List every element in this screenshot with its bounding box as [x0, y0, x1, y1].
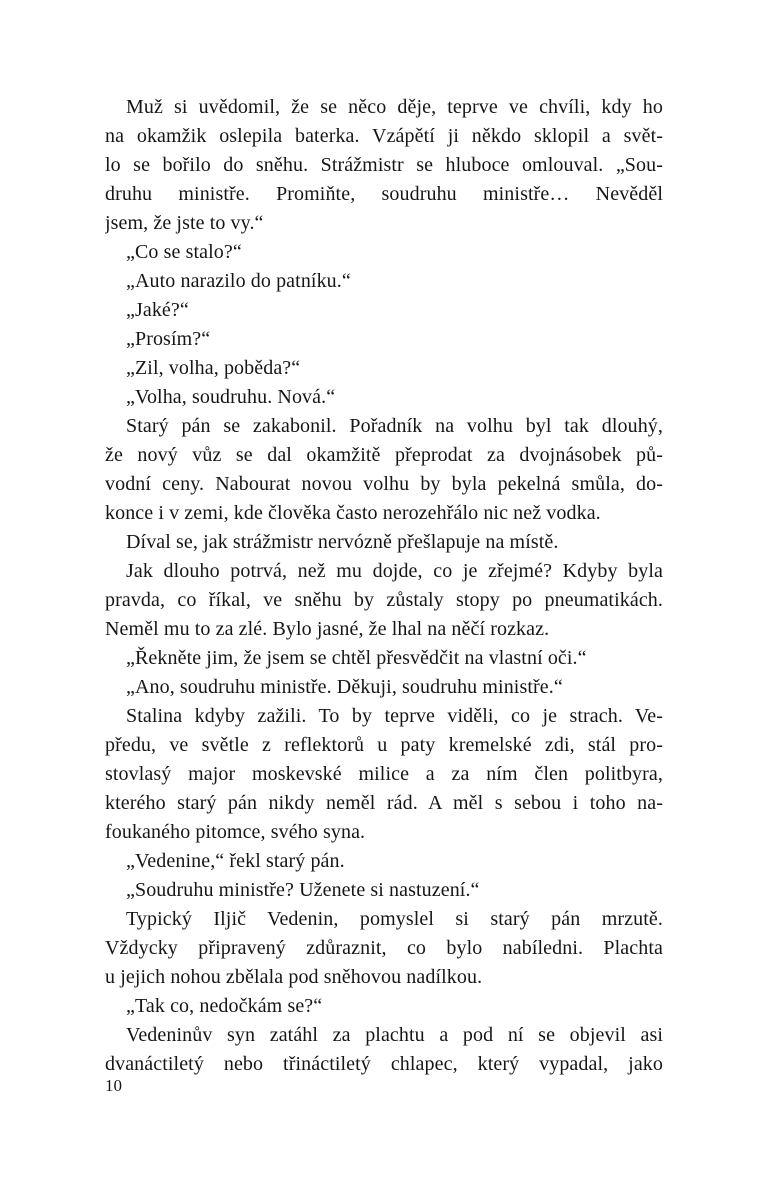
paragraph [105, 876, 663, 905]
paragraph [105, 1021, 663, 1079]
paragraph [105, 412, 663, 528]
paragraph [105, 557, 663, 644]
text-line: stovlasý major moskevské milice a za ním člen politbyra, [105, 763, 663, 785]
paragraph [105, 673, 663, 702]
text-line: kterého starý pán nikdy neměl rád. A měl s sebou i toho na- [105, 792, 663, 814]
text-line: vodní ceny. Nabourat novou volhu by byla pekelná smůla, do- [105, 473, 663, 495]
text-line: jsem, že jste to vy.“ [105, 212, 264, 234]
body-text [105, 93, 663, 1079]
text-line: „Prosím?“ [126, 328, 211, 350]
text-line: Jak dlouho potrvá, než mu dojde, co je zřejmé? Kdyby byla [126, 560, 663, 582]
paragraph [105, 296, 663, 325]
text-line: konce i v zemi, kde člověka často nerozehřálo nic než vodka. [105, 502, 601, 524]
paragraph [105, 528, 663, 557]
paragraph [105, 93, 663, 238]
text-line: „Soudruhu ministře? Uženete si nastuzení.“ [126, 879, 480, 901]
text-line: na okamžik oslepila baterka. Vzápětí ji někdo sklopil a svět- [105, 125, 663, 147]
text-line: „Jaké?“ [126, 299, 189, 321]
text-line: Díval se, jak strážmistr nervózně přešlapuje na místě. [126, 531, 559, 553]
page-number: 10 [105, 1076, 122, 1095]
paragraph [105, 644, 663, 673]
text-line: lo se bořilo do sněhu. Strážmistr se hluboce omlouval. „Sou- [105, 154, 663, 176]
text-line: „Zil, volha, poběda?“ [126, 357, 301, 379]
text-line: Muž si uvědomil, že se něco děje, teprve ve chvíli, kdy ho [126, 96, 663, 118]
paragraph [105, 992, 663, 1021]
text-line: „Auto narazilo do patníku.“ [126, 270, 351, 292]
paragraph [105, 267, 663, 296]
text-line: „Tak co, nedočkám se?“ [126, 995, 323, 1017]
text-line: předu, ve světle z reflektorů u paty kremelské zdi, stál pro- [105, 734, 663, 756]
paragraph [105, 354, 663, 383]
paragraph [105, 847, 663, 876]
text-line: Vždycky připravený zdůraznit, co bylo nabíledni. Plachta [105, 937, 663, 959]
text-line: Neměl mu to za zlé. Bylo jasné, že lhal na něčí rozkaz. [105, 618, 550, 640]
text-line: dvanáctiletý nebo třináctiletý chlapec, který vypadal, jako [105, 1053, 663, 1075]
paragraph [105, 238, 663, 267]
text-line: „Vedenine,“ řekl starý pán. [126, 850, 345, 872]
paragraph [105, 383, 663, 412]
text-line: „Ano, soudruhu ministře. Děkuji, soudruhu ministře.“ [126, 676, 563, 698]
text-line: foukaného pitomce, svého syna. [105, 821, 366, 843]
text-line: „Co se stalo?“ [126, 241, 242, 263]
text-line: pravda, co říkal, ve sněhu by zůstaly stopy po pneumatikách. [105, 589, 663, 611]
text-line: u jejich nohou zbělala pod sněhovou nadílkou. [105, 966, 483, 988]
text-line: Typický Iljič Vedenin, pomyslel si starý pán mrzutě. [126, 908, 663, 930]
text-line: Starý pán se zakabonil. Pořadník na volhu byl tak dlouhý, [126, 415, 663, 437]
text-line: že nový vůz se dal okamžitě přeprodat za dvojnásobek pů- [105, 444, 663, 466]
paragraph [105, 325, 663, 354]
text-line: „Řekněte jim, že jsem se chtěl přesvědčit na vlastní oči.“ [126, 647, 587, 669]
paragraph [105, 905, 663, 992]
text-line: Stalina kdyby zažili. To by teprve viděli, co je strach. Ve- [126, 705, 663, 727]
paragraph [105, 702, 663, 847]
text-line: „Volha, soudruhu. Nová.“ [126, 386, 336, 408]
text-line: Vedeninův syn zatáhl za plachtu a pod ní se objevil asi [126, 1024, 663, 1046]
text-line: druhu ministře. Promiňte, soudruhu ministře… Nevěděl [105, 183, 663, 205]
